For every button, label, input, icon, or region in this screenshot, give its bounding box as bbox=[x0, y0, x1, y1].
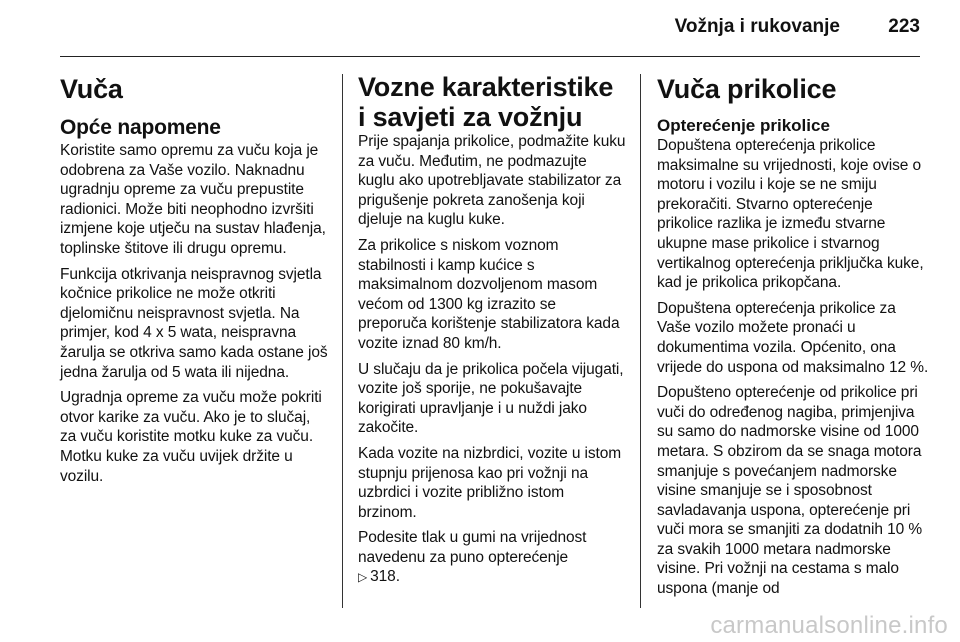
section-title-trailer-towing: Vuča prikolice bbox=[657, 74, 837, 104]
paragraph: Funkcija otkrivanja neispravnog svjetla kočnice prikolice ne može otkriti djelomičnu neispravnost svjetla. Na primjer, kod 4 x 5 wata, neispravna žarulja se otkriva samo kada ostane još jedna žarulja od 5 wata ili nijedna. bbox=[60, 265, 328, 381]
paragraph: Dopuštena opterećenja prikolice za Vaše vozilo možete pronaći u dokumentima vozila. Općenito, ona vrijede do uspona od maksimalno 12 %. bbox=[657, 299, 929, 376]
page-number: 223 bbox=[888, 16, 920, 37]
paragraph: Dopušteno opterećenje od prikolice pri vuči do određenog nagiba, primjenjiva su samo do nadmorske visine od 1000 metara. S obzirom da se snaga motora smanjuje s povećanjem nadmorske visine smanjuje se i sposobnost savladavanja uspona, opterećenje pri vuči mora se smanjiti za dodatnih 10 % za svakih 1000 metara nadmorske visine. Pri vožnji na cestama s malo uspona (manje od bbox=[657, 384, 922, 598]
header-rule bbox=[60, 56, 920, 57]
tyre-pressure-text: Podesite tlak u gumi na vrijednost navedenu za puno opterećenje bbox=[358, 529, 587, 566]
running-header-title: Vožnja i rukovanje bbox=[674, 16, 840, 37]
column-divider-right bbox=[640, 74, 641, 608]
watermark: carmanualsonline.info bbox=[710, 612, 948, 639]
column-driving-tips bbox=[358, 72, 626, 594]
subsection-title-general: Opće napomene bbox=[60, 116, 221, 139]
section-title-towing: Vuča bbox=[60, 74, 123, 104]
page-reference-link[interactable]: 318. bbox=[370, 568, 400, 586]
paragraph: Kada vozite na nizbrdici, vozite u istom stupnju prijenosa kao pri vožnji na uzbrdici i vozite približno istom brzinom. bbox=[358, 444, 622, 521]
paragraph: Dopuštena opterećenja prikolice maksimalne su vrijednosti, koje ovise o motoru i vozilu i koje se ne smiju prekoračiti. Stvarno opterećenje prikolice razlika je između stvarne ukupne mase prikolice i stvarnog vertikalnog opterećenja priključka kuke, kad je prikolica prikopčana. bbox=[657, 137, 924, 292]
paragraph: U slučaju da je prikolica počela vijugati, vozite još sporije, ne pokušavajte korigirati upravljanje i u nuždi jako zakočite. bbox=[358, 360, 624, 437]
arrow-reference-icon: ▷ bbox=[358, 570, 368, 585]
section-title-driving-tips: Vozne karakteristike i savjeti za vožnju bbox=[358, 72, 614, 132]
paragraph: Prije spajanja prikolice, podmažite kuku za vuču. Međutim, ne podmazujte kuglu ako upotrebljavate stabilizator za prigušenje pokreta zanošenja koji djeluje na kuglu kuke. bbox=[358, 133, 626, 229]
column-trailer-towing bbox=[657, 72, 929, 605]
paragraph: Koristite samo opremu za vuču koja je odobrena za Vaše vozilo. Naknadnu ugradnju opreme za vuču prepustite radionici. Može biti neophodno izvršiti izmjene koje utječu na sustav hlađenja, toplinske štitove ili drugu opremu. bbox=[60, 142, 326, 257]
page-header bbox=[0, 0, 960, 54]
paragraph: Ugradnja opreme za vuču može pokriti otvor karike za vuču. Ako je to slučaj, za vuču koristite motku kuke za vuču. Motku kuke za vuču uvijek držite u vozilu. bbox=[60, 389, 322, 485]
paragraph: Za prikolice s niskom voznom stabilnosti i kamp kućice s maksimalnom dozvoljenom masom većom od 1300 kg izrazito se preporuča korištenje stabilizatora kada vozite iznad 80 km/h. bbox=[358, 236, 620, 352]
column-towing bbox=[60, 72, 328, 492]
subsection-title-trailer-load: Opterećenje prikolice bbox=[657, 116, 830, 135]
paragraph-tyre-pressure bbox=[358, 528, 626, 588]
column-divider-left bbox=[342, 74, 343, 608]
